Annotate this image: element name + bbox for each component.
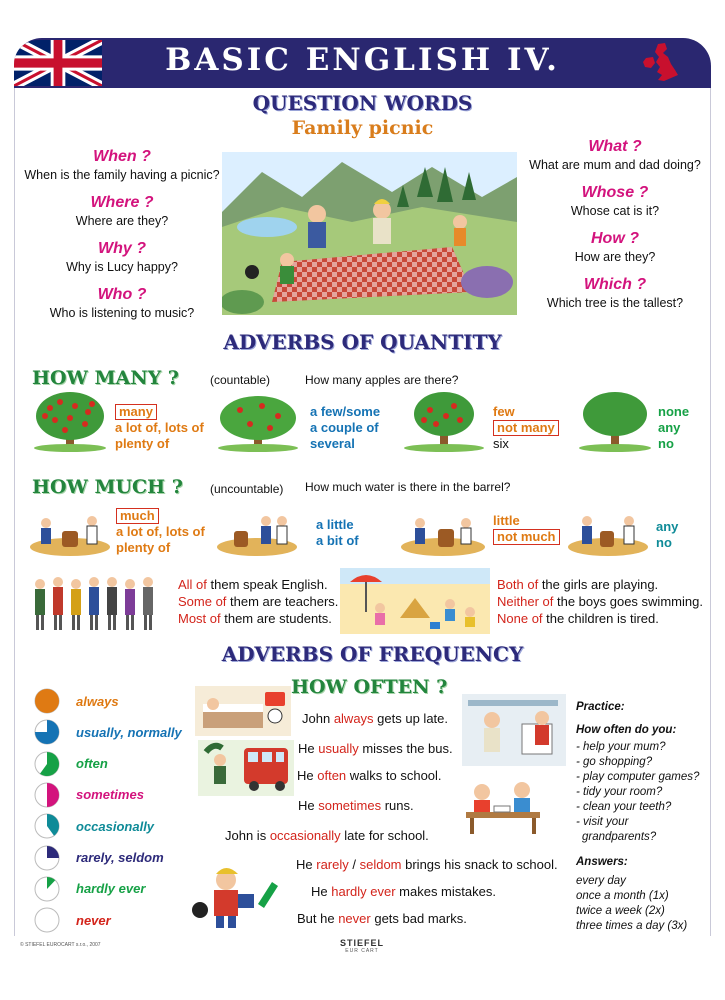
footer <box>14 938 711 958</box>
answer-item: every day <box>576 875 626 887</box>
how-many-heading: HOW MANY ? <box>32 367 179 389</box>
how-many-group-1 <box>115 404 204 452</box>
pronoun-sentence: Neither of the boys goes swimming. <box>497 594 703 609</box>
pronoun-sentence: None of the children is tired. <box>497 611 659 626</box>
practice-title: Practice: <box>576 701 625 713</box>
quantity-word: a lot of, lots of <box>116 524 205 539</box>
question-list-left <box>22 148 222 332</box>
how-many-group-4 <box>658 404 689 452</box>
quantity-word: few <box>493 404 515 419</box>
frequency-item <box>34 813 154 839</box>
how-often-heading: HOW OFTEN ? <box>291 676 448 698</box>
frequency-pie-icon <box>34 845 60 871</box>
frequency-label: sometimes <box>76 787 144 803</box>
family-picnic-subtitle: Family picnic <box>291 117 434 139</box>
quantity-word: no <box>656 535 672 550</box>
quantity-word: much <box>116 508 159 524</box>
frequency-pie-icon <box>34 876 60 902</box>
copyright: © STIEFEL EUROCART s.r.o., 2007 <box>20 942 101 948</box>
pronoun-list-left <box>178 576 338 627</box>
apple-tree-six-illustration <box>400 390 490 452</box>
boy-sleeping-illustration <box>195 686 291 736</box>
barrel-island-illustration <box>565 505 651 557</box>
practice-box <box>576 700 711 934</box>
practice-item: - go shopping? <box>576 756 653 768</box>
quantity-word: little <box>493 513 520 528</box>
frequency-item <box>34 845 164 871</box>
frequency-label: hardly ever <box>76 881 146 897</box>
how-much-heading: HOW MUCH ? <box>32 476 183 498</box>
frequency-pie-icon <box>34 907 60 933</box>
boy-with-cat-illustration <box>186 864 286 930</box>
barrel-island-illustration <box>398 505 488 557</box>
quantity-word: a bit of <box>316 533 359 548</box>
practice-item: - help your mum? <box>576 741 666 753</box>
apple-tree-many-illustration <box>30 390 112 452</box>
uk-map-icon <box>638 40 684 86</box>
quantity-word: a little <box>316 517 354 532</box>
people-group-illustration <box>28 570 173 634</box>
practice-item: grandparents? <box>582 831 657 843</box>
question-sentence: Where are they? <box>75 214 169 228</box>
question-words-title: QUESTION WORDS <box>252 91 473 115</box>
practice-item: - clean your teeth? <box>576 801 672 813</box>
quantity-title: ADVERBS OF QUANTITY <box>223 330 502 354</box>
quantity-word: six <box>493 436 509 451</box>
practice-prompt: How often do you: <box>576 724 677 736</box>
frequency-sentence: John always gets up late. <box>302 711 449 726</box>
question-sentence: How are they? <box>574 250 656 264</box>
apple-tree-few-illustration <box>212 392 304 452</box>
answer-item: once a month (1x) <box>576 890 669 902</box>
question-word: Who ? <box>97 286 147 303</box>
question-sentence: Why is Lucy happy? <box>66 260 178 274</box>
question-sentence: Which tree is the tallest? <box>546 296 684 310</box>
pronoun-sentence: Most of them are students. <box>178 611 332 626</box>
quantity-word: not much <box>493 529 560 545</box>
frequency-label: occasionally <box>76 818 155 834</box>
apple-tree-none-illustration <box>575 390 655 452</box>
children-desk-illustration <box>456 778 550 836</box>
frequency-sentence: He usually misses the bus. <box>298 741 453 756</box>
boy-bathroom-illustration <box>462 694 566 766</box>
barrel-island-illustration <box>28 505 112 557</box>
frequency-label: rarely, seldom <box>76 850 164 865</box>
frequency-label: usually, normally <box>76 724 182 740</box>
quantity-word: a few/some <box>310 404 381 419</box>
question-word: Which ? <box>583 276 647 293</box>
frequency-scale <box>34 688 194 938</box>
how-much-question: How much water is there in the barrel? <box>305 480 511 494</box>
pronoun-list-right <box>497 576 703 627</box>
frequency-item <box>34 719 182 745</box>
frequency-pie-icon <box>34 813 60 839</box>
quantity-word: any <box>656 519 679 534</box>
how-many-group-3 <box>493 404 559 452</box>
frequency-sentence: He often walks to school. <box>297 768 442 783</box>
how-many-question: How many apples are there? <box>305 373 459 387</box>
question-sentence: What are mum and dad doing? <box>529 158 701 172</box>
frequency-item <box>34 751 108 777</box>
page-title: BASIC ENGLISH IV. <box>165 42 560 78</box>
frequency-sentence: He hardly ever makes mistakes. <box>311 884 496 899</box>
boy-bus-illustration <box>198 740 294 796</box>
frequency-pie-icon <box>34 719 60 745</box>
frequency-item <box>34 688 119 714</box>
countable-note: (countable) <box>210 373 271 387</box>
quantity-word: plenty of <box>115 436 170 451</box>
frequency-label: often <box>76 756 108 772</box>
quantity-word: plenty of <box>116 540 171 555</box>
question-sentence: When is the family having a picnic? <box>24 168 220 182</box>
practice-item: - play computer games? <box>576 771 700 783</box>
how-much-group-1 <box>116 508 205 556</box>
quantity-word: any <box>658 420 681 435</box>
question-sentence: Who is listening to music? <box>49 306 195 320</box>
quantity-word: no <box>658 436 674 451</box>
frequency-item <box>34 876 145 902</box>
frequency-title: ADVERBS OF FREQUENCY <box>221 642 524 666</box>
answer-item: three times a day (3x) <box>576 920 688 932</box>
answers-title: Answers: <box>576 856 628 868</box>
how-much-group-4 <box>656 519 678 551</box>
frequency-sentence: He sometimes runs. <box>298 798 414 813</box>
question-word: When ? <box>93 148 151 165</box>
how-much-group-3 <box>493 513 560 545</box>
pronoun-sentence: Some of them are teachers. <box>178 594 339 609</box>
question-word: Where ? <box>90 194 154 211</box>
frequency-item <box>34 782 144 808</box>
frequency-pie-icon <box>34 751 60 777</box>
quantity-word: none <box>658 404 690 419</box>
pronoun-sentence: Both of the girls are playing. <box>497 577 659 592</box>
question-sentence: Whose cat is it? <box>570 204 660 218</box>
pronoun-sentence: All of them speak English. <box>178 577 328 592</box>
frequency-item <box>34 907 111 933</box>
barrel-island-illustration <box>214 505 300 557</box>
publisher-logo: STIEFEL EUR CART <box>339 938 384 954</box>
quantity-word: many <box>115 404 157 420</box>
frequency-label: always <box>76 693 119 709</box>
family-picnic-illustration <box>222 152 517 315</box>
answer-item: twice a week (2x) <box>576 905 665 917</box>
question-list-right <box>520 138 710 322</box>
quantity-word: several <box>310 436 355 451</box>
practice-item: - tidy your room? <box>576 786 663 798</box>
frequency-sentence: But he never gets bad marks. <box>297 911 467 926</box>
quantity-word: a lot of, lots of <box>115 420 204 435</box>
frequency-sentence: He rarely / seldom brings his snack to school. <box>296 857 558 872</box>
how-many-group-2 <box>310 404 380 452</box>
beach-children-illustration <box>340 568 490 634</box>
uncountable-note: (uncountable) <box>210 482 284 496</box>
question-word: Why ? <box>98 240 146 257</box>
frequency-label: never <box>76 912 111 928</box>
question-word: What ? <box>588 138 642 155</box>
question-word: How ? <box>591 230 639 247</box>
how-much-group-2 <box>316 517 359 549</box>
quantity-word: a couple of <box>310 420 379 435</box>
frequency-sentence: John is occasionally late for school. <box>225 828 429 843</box>
quantity-word: not many <box>493 420 559 436</box>
question-word: Whose ? <box>581 184 649 201</box>
frequency-pie-icon <box>34 782 60 808</box>
practice-item: - visit your <box>576 816 629 828</box>
frequency-pie-icon <box>34 688 60 714</box>
